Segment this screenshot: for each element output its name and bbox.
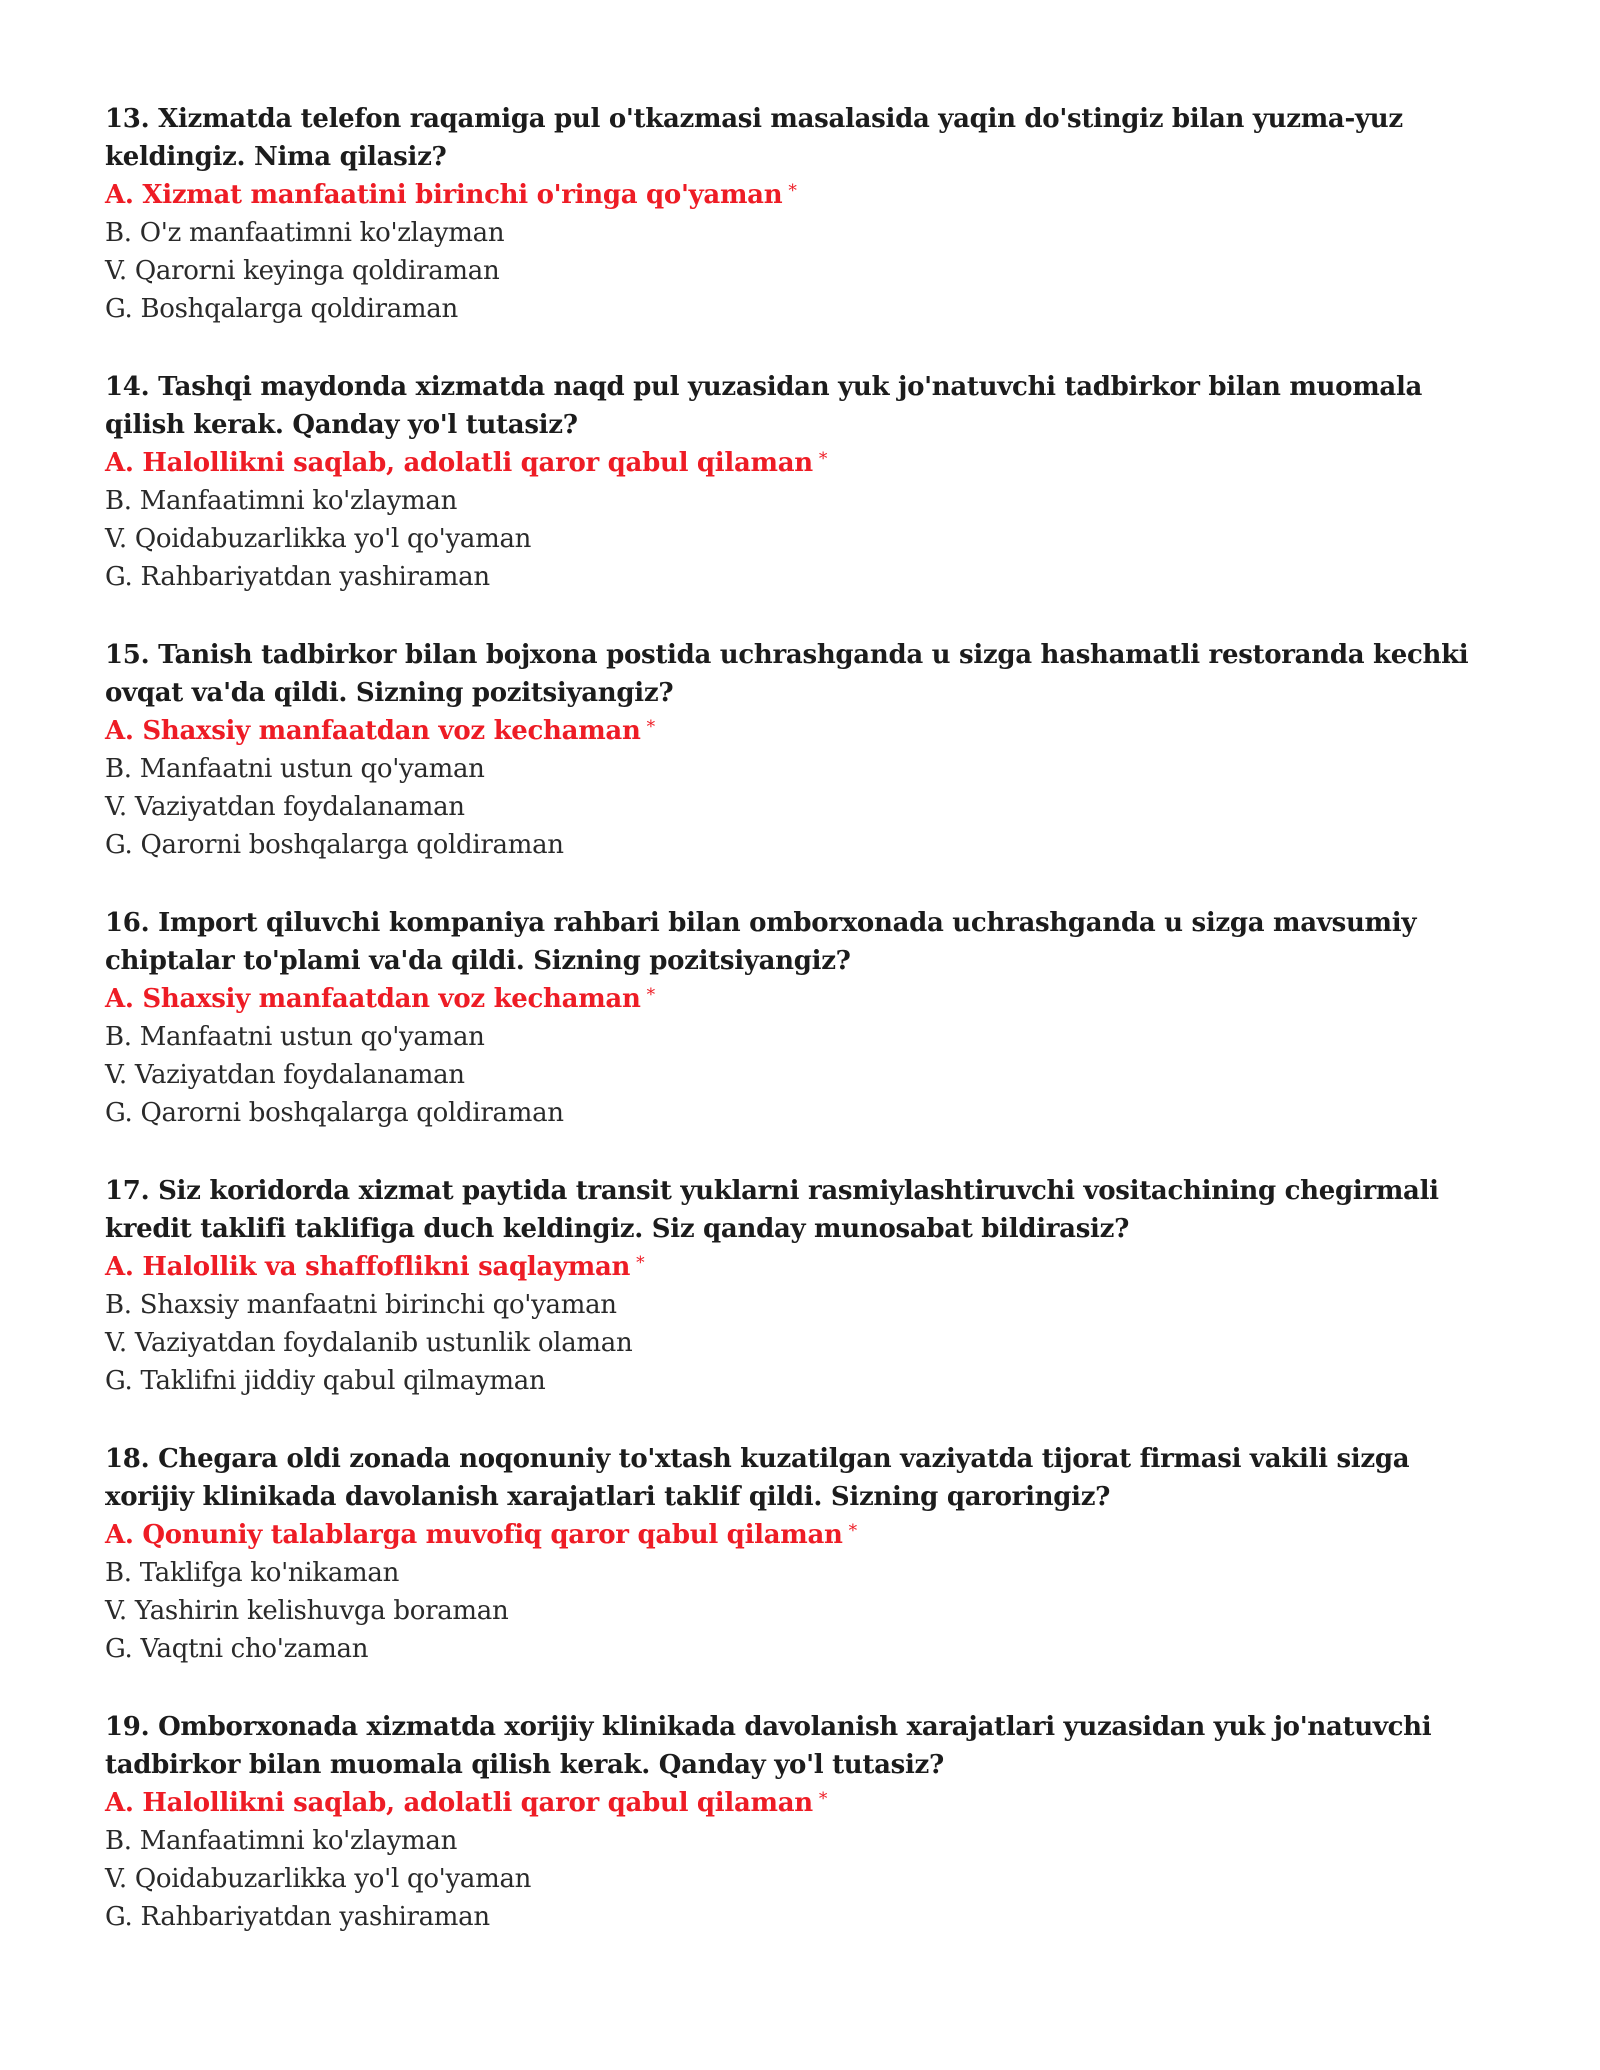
answer-option-correct	[105, 1784, 1505, 1822]
question-text: 16. Import qiluvchi kompaniya rahbari bilan omborxonada uchrashganda u sizga mavsumiy chiptalar to'plami va'da qildi. Sizning pozitsiyangiz?	[105, 908, 1417, 976]
answer-option: V. Vaziyatdan foydalanaman	[105, 792, 465, 822]
answer-option-correct	[105, 712, 1505, 750]
question-text: 13. Xizmatda telefon raqamiga pul o'tkazmasi masalasida yaqin do'stingiz bilan yuzma-yuz keldingiz. Nima qilasiz?	[105, 104, 1403, 172]
question-15	[105, 636, 1505, 864]
answer-option-correct	[105, 176, 1505, 214]
answer-option: G. Taklifni jiddiy qabul qilmayman	[105, 1366, 546, 1396]
correct-marker: *	[848, 1521, 857, 1541]
correct-marker: *	[788, 181, 797, 201]
answer-option: B. O'z manfaatimni ko'zlayman	[105, 218, 505, 248]
answer-option-correct	[105, 1248, 1505, 1286]
answer-options	[105, 1248, 1505, 1400]
question-text: 18. Chegara oldi zonada noqonuniy to'xtash kuzatilgan vaziyatda tijorat firmasi vakili sizga xorijiy klinikada davolanish xarajatlari taklif qildi. Sizning qaroringiz?	[105, 1444, 1410, 1512]
answer-option: V. Qoidabuzarlikka yo'l qo'yaman	[105, 1864, 532, 1894]
answer-options	[105, 712, 1505, 864]
question-text: 14. Tashqi maydonda xizmatda naqd pul yuzasidan yuk jo'natuvchi tadbirkor bilan muomala qilish kerak. Qanday yo'l tutasiz?	[105, 372, 1423, 440]
option-label: A. Qonuniy talablarga muvofiq qaror qabul qilaman	[105, 1520, 843, 1550]
answer-options	[105, 176, 1505, 328]
correct-marker: *	[818, 449, 828, 469]
option-label: A. Shaxsiy manfaatdan voz kechaman	[105, 984, 641, 1014]
question-13	[105, 100, 1505, 328]
answer-option: G. Qarorni boshqalarga qoldiraman	[105, 830, 564, 860]
question-17	[105, 1172, 1505, 1400]
answer-option: V. Qarorni keyinga qoldiraman	[105, 256, 500, 286]
answer-options	[105, 980, 1505, 1132]
answer-option: V. Vaziyatdan foydalanib ustunlik olaman	[105, 1328, 633, 1358]
option-label: A. Halollikni saqlab, adolatli qaror qabul qilaman	[105, 448, 813, 478]
answer-option: B. Taklifga ko'nikaman	[105, 1558, 400, 1588]
option-label: A. Halollik va shaffoflikni saqlayman	[105, 1252, 631, 1282]
quiz-page	[105, 100, 1505, 1976]
answer-option: V. Yashirin kelishuvga boraman	[105, 1596, 509, 1626]
question-text: 17. Siz koridorda xizmat paytida transit yuklarni rasmiylashtiruvchi vositachining chegirmali kredit taklifi taklifiga duch keldingiz. Siz qanday munosabat bildirasiz?	[105, 1176, 1439, 1244]
question-16	[105, 904, 1505, 1132]
answer-option: G. Qarorni boshqalarga qoldiraman	[105, 1098, 564, 1128]
answer-option-correct	[105, 1516, 1505, 1554]
question-18	[105, 1440, 1505, 1668]
correct-marker: *	[646, 985, 655, 1005]
answer-option: B. Manfaatimni ko'zlayman	[105, 1826, 458, 1856]
option-label: A. Halollikni saqlab, adolatli qaror qabul qilaman	[105, 1788, 813, 1818]
answer-option: G. Vaqtni cho'zaman	[105, 1634, 369, 1664]
question-text: 15. Tanish tadbirkor bilan bojxona postida uchrashganda u sizga hashamatli restoranda kechki ovqat va'da qildi. Sizning pozitsiyangiz?	[105, 640, 1469, 708]
answer-options	[105, 1516, 1505, 1668]
answer-option: G. Rahbariyatdan yashiraman	[105, 1902, 490, 1932]
question-text: 19. Omborxonada xizmatda xorijiy klinikada davolanish xarajatlari yuzasidan yuk jo'natuvchi tadbirkor bilan muomala qilish kerak. Qanday yo'l tutasiz?	[105, 1712, 1432, 1780]
answer-option: B. Manfaatni ustun qo'yaman	[105, 1022, 485, 1052]
answer-option: V. Qoidabuzarlikka yo'l qo'yaman	[105, 524, 532, 554]
correct-marker: *	[636, 1253, 645, 1273]
answer-options	[105, 1784, 1505, 1936]
correct-marker: *	[818, 1789, 828, 1809]
correct-marker: *	[646, 717, 655, 737]
answer-options	[105, 444, 1505, 596]
answer-option: V. Vaziyatdan foydalanaman	[105, 1060, 465, 1090]
question-19	[105, 1708, 1505, 1936]
answer-option: B. Manfaatni ustun qo'yaman	[105, 754, 485, 784]
question-14	[105, 368, 1505, 596]
answer-option-correct	[105, 444, 1505, 482]
answer-option: G. Boshqalarga qoldiraman	[105, 294, 458, 324]
option-label: A. Xizmat manfaatini birinchi o'ringa qo'yaman	[105, 180, 783, 210]
answer-option-correct	[105, 980, 1505, 1018]
answer-option: G. Rahbariyatdan yashiraman	[105, 562, 490, 592]
option-label: A. Shaxsiy manfaatdan voz kechaman	[105, 716, 641, 746]
answer-option: B. Shaxsiy manfaatni birinchi qo'yaman	[105, 1290, 617, 1320]
answer-option: B. Manfaatimni ko'zlayman	[105, 486, 458, 516]
